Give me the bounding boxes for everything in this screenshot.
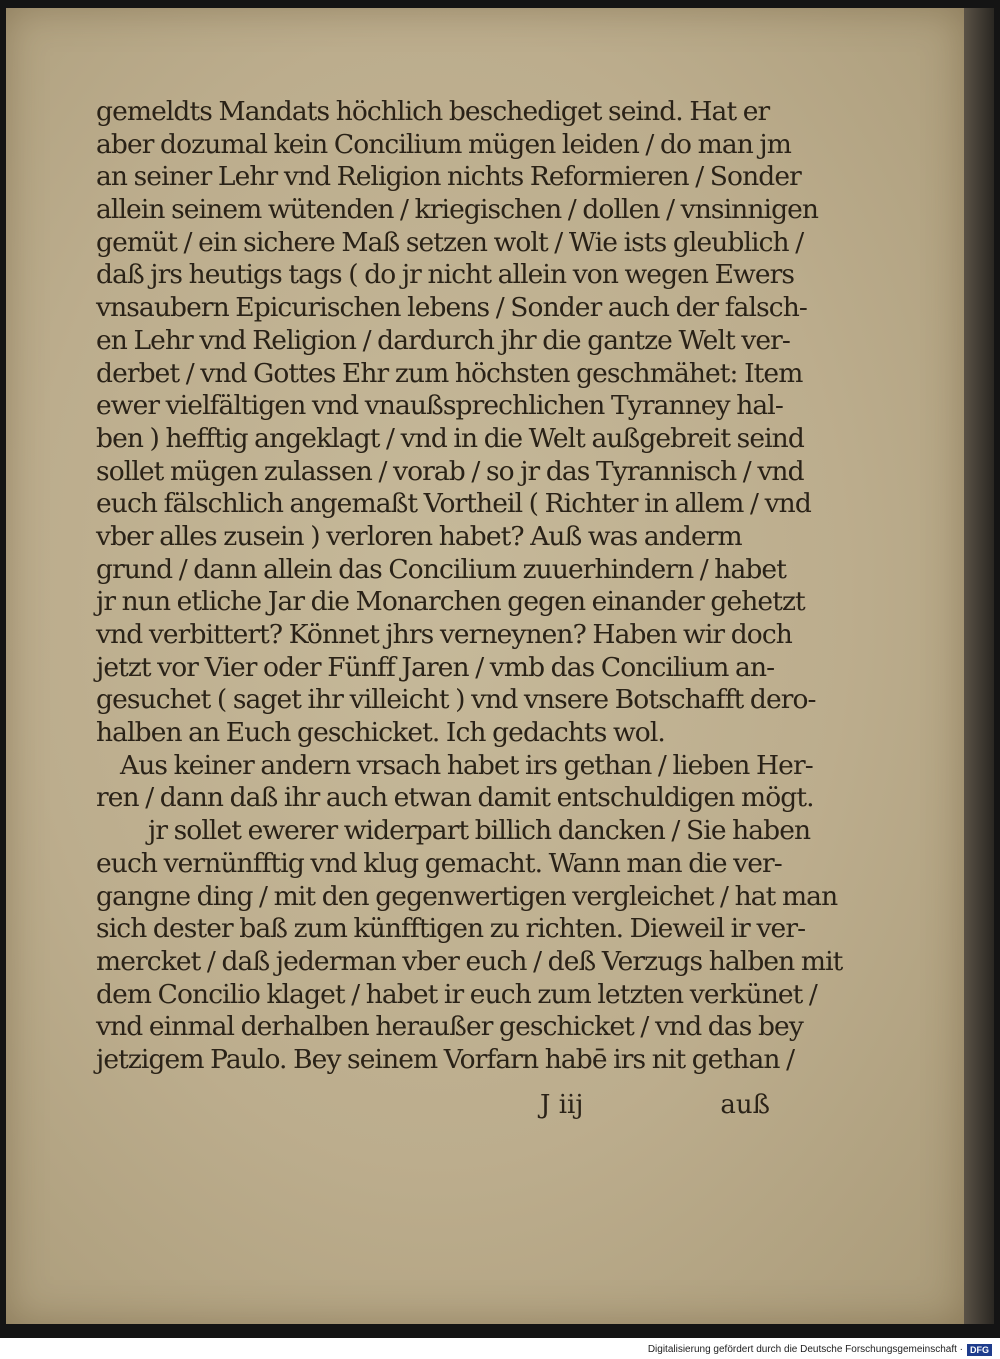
text-line: vnsaubern Epicurischen lebens / Sonder auch der falsch- (96, 292, 807, 324)
text-line: daß jrs heutigs tags ( do jr nicht allein von wegen Ewers (96, 259, 795, 291)
text-line: aber dozumal kein Concilium mügen leiden / do man jm (96, 128, 791, 160)
text-line: en Lehr vnd Religion / dardurch jhr die gantze Welt ver- (96, 324, 790, 356)
text-line: mercket / daß jederman vber euch / deß Verzugs halben mit (96, 945, 843, 977)
text-line: an seiner Lehr vnd Religion nichts Reformieren / Sonder (96, 161, 801, 193)
signature-mark: J iij (540, 1090, 584, 1120)
dfg-logo-icon: DFG (967, 1344, 992, 1356)
text-line: euch vernünfftig vnd klug gemacht. Wann man die ver- (96, 847, 782, 879)
footer-credit (0, 1340, 1000, 1359)
text-line: ewer vielfältigen vnd vnaußsprechlichen Tyranney hal- (96, 390, 783, 422)
text-line: jr nun etliche Jar die Monarchen gegen einander gehetzt (96, 586, 805, 618)
footer-credit-text: Digitalisierung gefördert durch die Deutsche Forschungsgemeinschaft · (647, 1344, 963, 1355)
text-line: ben ) hefftig angeklagt / vnd in die Welt außgebreit seind (96, 422, 804, 454)
text-line: sich dester baß zum künfftigen zu richten. Dieweil ir ver- (96, 913, 806, 945)
text-line: jetzigem Paulo. Bey seinem Vorfarn habē irs nit gethan / (96, 1043, 795, 1075)
text-line: gangne ding / mit den gegenwertigen vergleichet / hat man (96, 880, 838, 912)
text-line: vnd verbittert? Könnet jhrs verneynen? Haben wir doch (96, 619, 792, 650)
text-line: vber alles zusein ) verloren habet? Auß was anderm (96, 520, 742, 552)
signature-line (540, 1090, 770, 1124)
page-gutter (964, 8, 994, 1324)
text-line: gesuchet ( saget ihr villeicht ) vnd vnsere Botschafft dero- (96, 684, 816, 716)
catchword: auß (720, 1090, 770, 1120)
text-line: jetzt vor Vier oder Fünff Jaren / vmb das Concilium an- (96, 651, 775, 683)
text-line: gemüt / ein sichere Maß setzen wolt / Wie ists gleublich / (96, 226, 804, 258)
text-line: derbet / vnd Gottes Ehr zum höchsten geschmähet: Item (96, 357, 803, 389)
text-line: halben an Euch geschicket. Ich gedachts wol. (96, 717, 665, 749)
text-line: allein seinem wütenden / kriegischen / dollen / vnsinnigen (96, 194, 819, 226)
text-line: grund / dann allein das Concilium zuuerhindern / habet (96, 553, 786, 585)
text-line: gemeldts Mandats höchlich beschediget seind. Hat er (96, 96, 770, 127)
text-line: jr sollet ewerer widerpart billich dancken / Sie haben (148, 815, 811, 847)
text-line: euch fälschlich angemaßt Vortheil ( Richter in allem / vnd (96, 488, 811, 520)
text-line: vnd einmal derhalben heraußer geschicket / vnd das bey (96, 1011, 803, 1043)
text-line: Aus keiner andern vrsach habet irs gethan / lieben Her- (120, 749, 813, 781)
text-line: sollet mügen zulassen / vorab / so jr das Tyrannisch / vnd (96, 455, 804, 487)
text-line: ren / dann daß ihr auch etwan damit entschuldigen mögt. (96, 782, 814, 814)
page-text-block (96, 96, 843, 1077)
text-line: dem Concilio klaget / habet ir euch zum letzten verkünet / (96, 978, 817, 1010)
